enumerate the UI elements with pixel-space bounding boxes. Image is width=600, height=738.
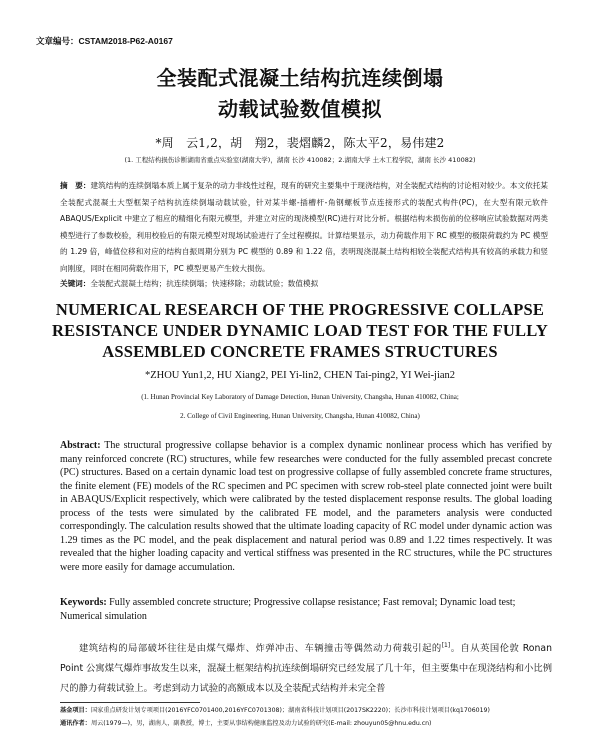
footnote-author-text: 周云(1979—)，男，湖南人，副教授，博士，主要从事结构健康监控及动力试验的研究(E-mail: zhouyun05@hnu.edu.cn): [90, 720, 432, 727]
footnote-funding: [60, 705, 490, 714]
english-keywords-label: Keywords:: [60, 597, 107, 608]
english-keywords-text: Fully assembled concrete structure; Progressive collapse resistance; Fast removal; Dynamic load test; Numerical simulation: [60, 597, 516, 622]
chinese-affiliation: (1. 工程结构损伤诊断湖南省重点实验室(湖南大学)，湖南 长沙 410082；2.湖南大学 土木工程学院，湖南 长沙 410082): [124, 156, 476, 164]
chinese-abstract-label: 摘 要：: [60, 181, 91, 190]
article-number: 文章编号：CSTAM2018-P62-A0167: [36, 36, 173, 46]
chinese-keywords: [60, 278, 548, 289]
english-affiliation-2: 2. College of Civil Engineering, Hunan University, Changsha, Hunan 410082, China): [180, 412, 420, 420]
chinese-abstract-text: 建筑结构的连续倒塌本质上属于复杂的动力非线性过程，现有的研究主要集中于现浇结构，对全装配式结构的讨论相对较少。本文依托某全装配式混凝土大型框架子结构抗连续倒塌动载试验，针对某半螺-插槽杆-角钢螺板节点连接形式的装配式构件(PC)，在大型有限元软件 ABAQUS/Explicit 中建立了相应的精细化有限元模型，并建立对应的现浇模型(RC)进行对比分析。根据结构未损伤前的位移响应试验数据对两类模型进行了参数校验，利用校验后的有限元模型对现场试验进行了全过程模拟。计算结果显示，动力荷载作用下 RC 模型的极限荷载约为 PC 模型的 1.29 倍，峰值位移和对应的结构自振周期分别为 PC 模型的 0.89 和 1.22 倍，表明现浇混凝土结构相较全装配式结构具有较高的承载力和竖向刚度，同时在相同荷载作用下，PC 模型更易产生较大损伤。: [60, 181, 549, 273]
footnote-author-label: 通讯作者：: [60, 720, 91, 727]
chinese-keywords-text: 全装配式混凝土结构；抗连续倒塌；快速移除；动载试验；数值模拟: [90, 279, 319, 288]
english-title-line-1: NUMERICAL RESEARCH OF THE PROGRESSIVE COLLAPSE: [55, 300, 545, 319]
body-text-part-2: 。自从英国伦敦 Ronan Point 公寓煤气爆炸事故发生以来，混凝土框架结构抗连续倒塌研究已经发展了几十年，但主要集中在现浇结构和小比例尺的静力荷载试验上。考虑到动力试验的高额成本以及全装配式结构并未完全普: [60, 643, 552, 695]
chinese-title-line-1: 全装配式混凝土结构抗连续倒塌: [156, 66, 444, 90]
english-abstract-text: The structural progressive collapse behavior is a complex dynamic nonlinear process which has verified by many reinforced concrete (RC) structures, while few researches were conducted for the fully assembled precast concrete (PC) structures. Based on a certain dynamic load test on progressive collapse of fully assembled concrete frame structures, the finite element (FE) models of the RC specimen and PC specimen with screw rob-steel plate connected joint were built in ABAQUS/Explicit respectively, which were calibrated by the tested displacement response results. The global loading process of the tests were simulated by the calibrated FE model, and the parameters analysis were conducted correspondingly. The calculation results showed that the ultimate loading capacity of RC model under dynamic action was 1.29 times as the PC model, and the peak displacement and natural period was 0.89 and 1.22 times respectively. It was revealed that the higher loading capacity and vertical stiffness was presented in the RC structures, while the PC structures were more easily for damage accumulation.: [60, 440, 553, 573]
english-authors: *ZHOU Yun1,2, HU Xiang2, PEI Yi-lin2, CHEN Tai-ping2, YI Wei-jian2: [144, 370, 456, 381]
english-title-line-2: RESISTANCE UNDER DYNAMIC LOAD TEST FOR THE FULLY: [52, 321, 548, 340]
english-keywords: [60, 596, 552, 623]
footnote-funding-text: 国家重点研发计划专项项目(2016YFC0701400,2016YFC0701308)；湖南省科技计划项目(2017SK2220)；长沙市科技计划项目(kq1706019): [90, 707, 490, 714]
chinese-authors: *周 云1,2，胡 翔2，裴熠麟2，陈太平2，易伟建2: [155, 136, 445, 150]
english-abstract: [60, 439, 552, 574]
footnote-divider: [60, 702, 200, 703]
footnote-funding-label: 基金项目：: [60, 707, 91, 714]
english-affiliation-1: (1. Hunan Provincial Key Laboratory of Damage Detection, Hunan University, Changsha, Hunan 410082, China;: [141, 393, 459, 401]
body-text-part-1: 建筑结构的局部破坏往往是由煤气爆炸、炸弹冲击、车辆撞击等偶然动力荷载引起的: [79, 643, 442, 655]
chinese-abstract: [60, 178, 548, 278]
chinese-title-line-2: 动载试验数值模拟: [218, 97, 382, 121]
citation-reference[interactable]: [1]: [441, 642, 451, 649]
chinese-keywords-label: 关键词：: [60, 279, 91, 288]
english-title-line-3: ASSEMBLED CONCRETE FRAMES STRUCTURES: [102, 342, 498, 361]
body-paragraph: [60, 636, 552, 699]
footnote-author: [60, 718, 431, 727]
english-abstract-label: Abstract:: [60, 440, 101, 451]
